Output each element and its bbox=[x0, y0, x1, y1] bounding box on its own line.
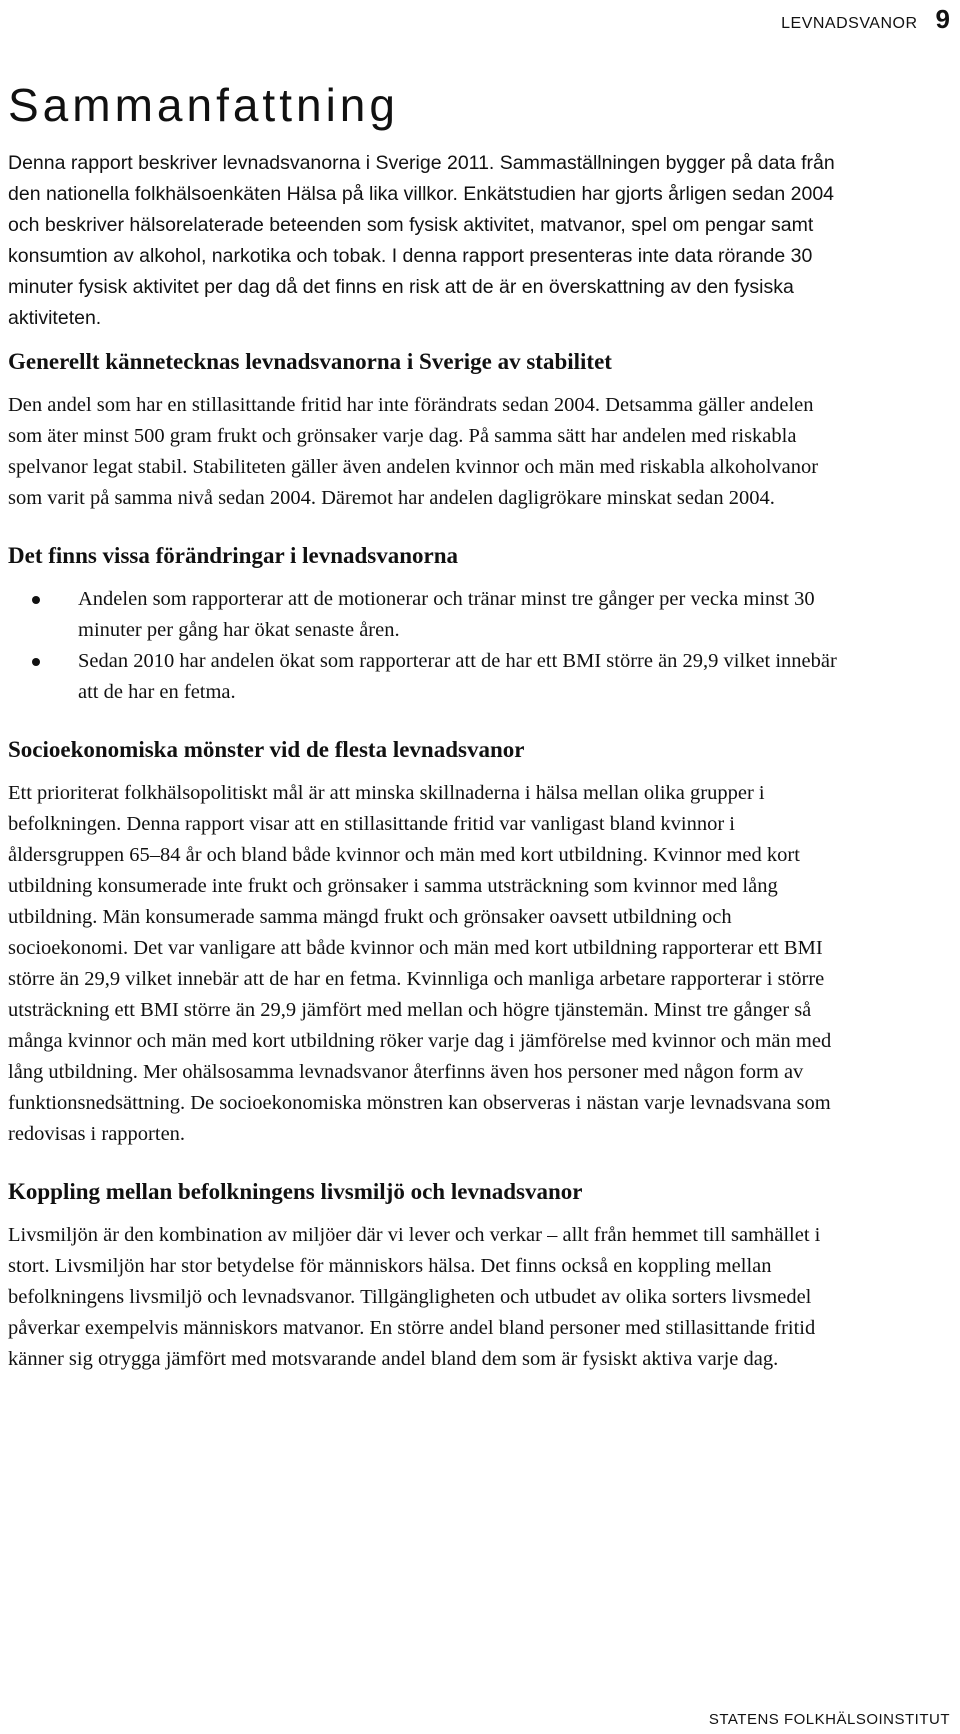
intro-paragraph: Denna rapport beskriver levnadsvanorna i Sverige 2011. Sammaställningen bygger på data från den nationella folkhälsoenkäten Hälsa på lika villkor. Enkätstudien har gjorts årligen sedan 2004 och beskriver hälsorelaterade beteenden som fysisk aktivitet, matvanor, spel om pengar samt konsumtion av alkohol, narkotika och tobak. I denna rapport presenteras inte data rörande 30 minuter fysisk aktivitet per dag då det finns en risk att de är en överskattning av den fysiska aktiviteten. bbox=[8, 152, 835, 329]
list-item-text: Andelen som rapporterar att de motionerar och tränar minst tre gånger per vecka minst 30 minuter per gång har ökat senaste åren. bbox=[78, 588, 815, 641]
section-heading-socioeconomic: Socioekonomiska mönster vid de flesta levnadsvanor bbox=[8, 737, 525, 762]
running-header-label: LEVNADSVANOR bbox=[781, 15, 918, 32]
section-heading-changes: Det finns vissa förändringar i levnadsvanorna bbox=[8, 543, 459, 568]
page-number: 9 bbox=[935, 4, 950, 34]
page-title: Sammanfattning bbox=[8, 79, 399, 131]
changes-bullet-list bbox=[8, 584, 850, 708]
section-heading-stability: Generellt kännetecknas levnadsvanorna i Sverige av stabilitet bbox=[8, 349, 612, 374]
list-item bbox=[8, 584, 850, 646]
bullet-icon bbox=[32, 658, 40, 666]
document-body bbox=[8, 148, 850, 1401]
list-item bbox=[8, 646, 850, 708]
page-header bbox=[781, 4, 950, 35]
page-footer: STATENS FOLKHÄLSOINSTITUT bbox=[708, 1711, 950, 1728]
section-text-socioeconomic: Ett prioriterat folkhälsopolitiskt mål är att minska skillnaderna i hälsa mellan olika grupper i befolkningen. Denna rapport visar att en stillasittande fritid var vanligast bland kvinnor i åldersgruppen 65–84 år och bland både kvinnor och män med kort utbildning. Kvinnor med kort utbildning konsumerade inte frukt och grönsaker i samma utsträckning som kvinnor med lång utbildning. Män konsumerade samma mängd frukt och grönsaker oavsett utbildning och socioekonomi. Det var vanligare att både kvinnor och män med kort utbildning rapporterar ett BMI större än 29,9 vilket innebär att de har en fetma. Kvinnliga och manliga arbetare rapporterar i större utsträckning ett BMI större än 29,9 jämfört med mellan och högre tjänstemän. Minst tre gånger så många kvinnor och män med kort utbildning röker varje dag i jämförelse med kvinnor och män med lång utbildning. Mer ohälsosamma levnadsvanor återfinns även hos personer med någon form av funktionsnedsättning. De socioekonomiska mönstren kan observeras i nästan varje levnadsvana som redovisas i rapporten. bbox=[8, 782, 832, 1145]
section-text-environment: Livsmiljön är den kombination av miljöer där vi lever och verkar – allt från hemmet till samhället i stort. Livsmiljön har stor betydelse för människors hälsa. Det finns också en koppling mellan befolkningens livsmiljö och levnadsvanor. Tillgängligheten och utbudet av olika sorters livsmedel påverkar exempelvis människors matvanor. En större andel bland personer med stillasittande fritid känner sig otrygga jämfört med motsvarande andel bland dem som är fysiskt aktiva varje dag. bbox=[8, 1224, 821, 1370]
list-item-text: Sedan 2010 har andelen ökat som rapporterar att de har ett BMI större än 29,9 vilket innebär att de har en fetma. bbox=[78, 650, 837, 703]
section-heading-environment: Koppling mellan befolkningens livsmiljö och levnadsvanor bbox=[8, 1179, 583, 1204]
section-text-stability: Den andel som har en stillasittande fritid har inte förändrats sedan 2004. Detsamma gäller andelen som äter minst 500 gram frukt och grönsaker varje dag. På samma sätt har andelen med riskabla spelvanor legat stabil. Stabiliteten gäller även andelen kvinnor och män med riskabla alkoholvanor som varit på samma nivå sedan 2004. Däremot har andelen dagligrökare minskat sedan 2004. bbox=[8, 394, 819, 509]
bullet-icon bbox=[32, 596, 40, 604]
